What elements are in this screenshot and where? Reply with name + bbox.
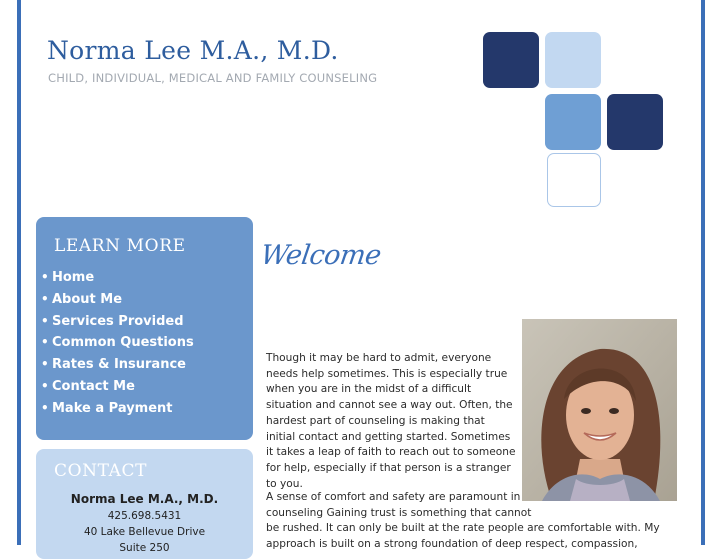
bullet-icon: • — [41, 335, 49, 350]
contact-details — [36, 490, 253, 556]
portrait-illustration — [522, 319, 677, 501]
paragraph-line: approach is built on a strong foundation of deep respect, compassion, — [266, 538, 638, 551]
paragraph-line: be rushed. It can only be built at the rate people are comfortable with. My — [266, 522, 660, 535]
site-title: Norma Lee M.A., M.D. — [47, 36, 339, 65]
paragraph-line: A sense of comfort and safety are paramount in — [266, 491, 521, 503]
nav-item-contact-me[interactable] — [41, 376, 194, 398]
bullet-icon: • — [41, 378, 49, 393]
learn-more-heading: LEARN MORE — [54, 236, 186, 256]
decorative-tile — [545, 32, 601, 88]
intro-paragraph: Though it may be hard to admit, everyone needs help sometimes. This is especially true when you are in the midst of a difficult situation and cannot see a way out. Often, the hardest part of counseling is making that initial contact and getting started. Sometimes it takes a leap of faith to reach out to someone for help, especially if that person is a stranger to you. — [266, 352, 516, 490]
decorative-tile — [545, 94, 601, 150]
bullet-icon: • — [41, 357, 49, 372]
contact-address-line1: 40 Lake Bellevue Drive — [83, 526, 206, 538]
nav-item-rates-insurance[interactable] — [41, 354, 194, 376]
nav-menu — [41, 267, 194, 420]
nav-item-home[interactable] — [41, 267, 194, 289]
contact-phone: 425.698.5431 — [107, 510, 182, 522]
nav-item-label[interactable]: Contact Me — [52, 378, 135, 394]
contact-panel — [36, 449, 253, 559]
learn-more-panel — [36, 217, 253, 440]
decorative-tile — [607, 94, 663, 150]
welcome-heading: Welcome — [258, 240, 383, 271]
nav-item-label[interactable]: About Me — [52, 291, 123, 307]
nav-item-make-a-payment[interactable] — [41, 398, 194, 420]
bullet-icon: • — [41, 400, 49, 415]
nav-item-services-provided[interactable] — [41, 311, 194, 333]
nav-item-label[interactable]: Make a Payment — [52, 400, 173, 416]
decorative-tile — [547, 153, 601, 207]
contact-address-line2: Suite 250 — [119, 542, 170, 554]
bullet-icon: • — [41, 270, 49, 284]
nav-item-label[interactable]: Services Provided — [52, 313, 184, 329]
contact-heading: CONTACT — [54, 461, 148, 481]
contact-name: Norma Lee M.A., M.D. — [70, 492, 219, 506]
nav-item-common-questions[interactable] — [41, 332, 194, 354]
paragraph-line: counseling Gaining trust is something that cannot — [266, 506, 532, 519]
bullet-icon: • — [41, 291, 49, 306]
bullet-icon: • — [41, 313, 49, 328]
decorative-tile — [483, 32, 539, 88]
comfort-paragraph — [266, 490, 660, 553]
portrait-photo — [522, 319, 677, 501]
site-subtitle: CHILD, INDIVIDUAL, MEDICAL AND FAMILY COUNSELING — [48, 71, 378, 85]
nav-item-about-me[interactable] — [41, 289, 194, 311]
nav-item-label[interactable]: Home — [52, 270, 95, 285]
nav-item-label[interactable]: Common Questions — [52, 335, 194, 351]
nav-item-label[interactable]: Rates & Insurance — [52, 357, 186, 373]
